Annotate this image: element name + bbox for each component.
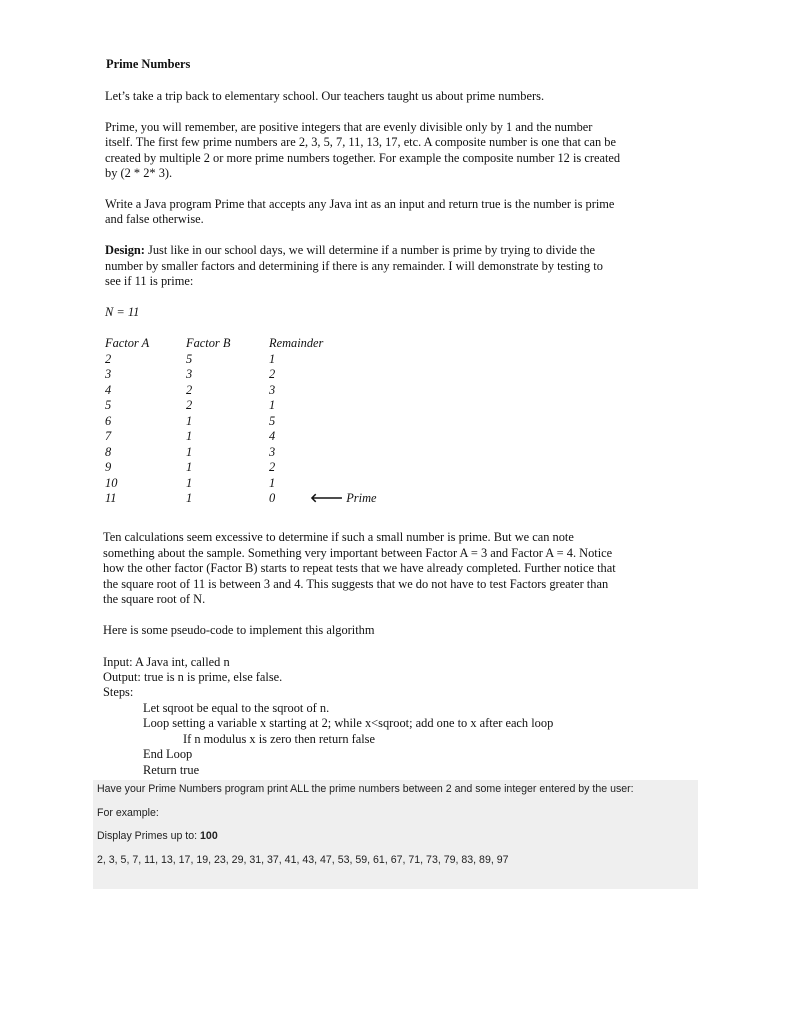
table-cell: 10 <box>105 476 118 490</box>
intro-line: Let’s take a trip back to elementary school. Our teachers taught us about prime numbers. <box>105 89 545 103</box>
table-cell: 2 <box>269 460 276 474</box>
pseudo-input: Input: A Java int, called n <box>103 655 230 669</box>
table-cell: 3 <box>105 367 112 381</box>
note-line: For example: <box>97 807 159 819</box>
note-prompt <box>97 829 218 843</box>
para3-line: the square root of 11 is between 3 and 4. This suggests that we do not have to test Factors greater than <box>103 577 609 591</box>
design-line <box>105 243 595 258</box>
page-title: Prime Numbers <box>106 57 191 71</box>
prompt-label: Display Primes up to: <box>97 830 201 842</box>
left-arrow-icon: 🡐 <box>310 491 344 505</box>
para2-line: and false otherwise. <box>105 212 204 226</box>
prompt-value: 100 <box>200 830 218 842</box>
table-cell: 1 <box>186 476 193 490</box>
para1-line: itself. The first few prime numbers are 2, 3, 5, 7, 11, 13, 17, etc. A composite number is one that can be <box>105 135 616 149</box>
design-line: number by smaller factors and determining if there is any remainder. I will demonstrate by testing to <box>105 259 603 273</box>
pseudo-step: End Loop <box>143 747 193 761</box>
para3-line: Ten calculations seem excessive to determine if such a small number is prime. But we can note <box>103 530 574 544</box>
table-header: Factor B <box>186 336 231 350</box>
table-cell: 3 <box>269 445 276 459</box>
table-cell: 1 <box>186 491 193 505</box>
table-cell: 0 <box>269 491 276 505</box>
n-label: N = 11 <box>105 305 140 319</box>
pseudo-intro: Here is some pseudo-code to implement this algorithm <box>103 623 375 637</box>
pseudo-step: Let sqroot be equal to the sqroot of n. <box>143 701 330 715</box>
table-cell: 5 <box>186 352 193 366</box>
para1-line: created by multiple 2 or more prime numbers together. For example the composite number 12 is created <box>105 151 621 165</box>
table-cell: 2 <box>186 398 193 412</box>
table-cell: 1 <box>186 445 193 459</box>
table-cell: 4 <box>105 383 112 397</box>
table-cell: 2 <box>269 367 276 381</box>
table-cell: 3 <box>269 383 276 397</box>
prime-label: Prime <box>346 491 377 505</box>
para3-line: something about the sample. Something very important between Factor A = 3 and Factor A = 4. Notice <box>103 546 613 560</box>
design-label: Design: <box>105 243 145 257</box>
table-cell: 5 <box>105 398 112 412</box>
table-cell: 1 <box>269 476 276 490</box>
pseudo-step: If n modulus x is zero then return false <box>183 732 376 746</box>
note-line: Have your Prime Numbers program print ALL the prime numbers between 2 and some integer entered by the user: <box>97 783 634 795</box>
design-line: see if 11 is prime: <box>105 274 194 288</box>
table-cell: 4 <box>269 429 276 443</box>
table-cell: 7 <box>105 429 112 443</box>
table-cell: 8 <box>105 445 112 459</box>
table-cell: 9 <box>105 460 112 474</box>
pseudo-step: Loop setting a variable x starting at 2; while x<sqroot; add one to x after each loop <box>143 716 554 730</box>
table-cell: 2 <box>105 352 112 366</box>
table-cell: 11 <box>105 491 117 505</box>
table-cell: 1 <box>269 352 276 366</box>
assignment-note <box>93 780 698 889</box>
para1-line: Prime, you will remember, are positive integers that are evenly divisible only by 1 and the number <box>105 120 593 134</box>
para2-line: Write a Java program Prime that accepts any Java int as an input and return true is the number is prime <box>105 197 615 211</box>
table-cell: 1 <box>186 414 193 428</box>
pseudo-output: Output: true is n is prime, else false. <box>103 670 283 684</box>
pseudo-step: Return true <box>143 763 200 777</box>
table-header: Remainder <box>269 336 324 350</box>
table-cell: 5 <box>269 414 276 428</box>
table-header: Factor A <box>105 336 150 350</box>
pseudo-steps: Steps: <box>103 685 134 699</box>
table-cell: 3 <box>186 367 193 381</box>
design-text: Just like in our school days, we will determine if a number is prime by trying to divide the <box>144 243 596 257</box>
para3-line: how the other factor (Factor B) starts to repeat tests that we have already completed. Further notice that <box>103 561 616 575</box>
note-output: 2, 3, 5, 7, 11, 13, 17, 19, 23, 29, 31, 37, 41, 43, 47, 53, 59, 61, 67, 71, 73, 79, 83, 89, 97 <box>97 854 509 866</box>
prime-marker <box>310 491 377 506</box>
table-cell: 1 <box>186 429 193 443</box>
table-cell: 6 <box>105 414 112 428</box>
table-cell: 2 <box>186 383 193 397</box>
para3-line: the square root of N. <box>103 592 206 606</box>
table-cell: 1 <box>186 460 193 474</box>
table-cell: 1 <box>269 398 276 412</box>
para1-line: by (2 * 2* 3). <box>105 166 173 180</box>
